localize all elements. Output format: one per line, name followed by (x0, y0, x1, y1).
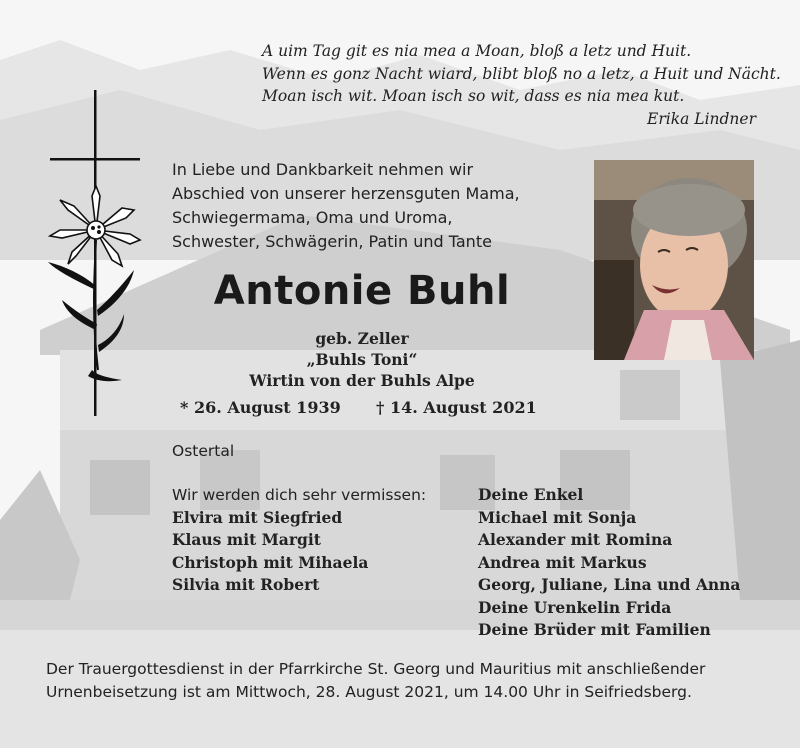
poem-line: A uim Tag git es nia mea a Moan, bloß a letz und Huit. (262, 42, 692, 60)
mourner-name: Michael mit Sonja (478, 507, 637, 527)
occupation: Wirtin von der Buhls Alpe (249, 371, 475, 390)
intro-line: Schwester, Schwägerin, Patin und Tante (172, 232, 492, 251)
poem-line: Moan isch wit. Moan isch so wit, dass es nia mea kut. (262, 87, 685, 105)
cross-edelweiss-icon (44, 90, 154, 420)
mourner-name: Christoph mit Mihaela (172, 552, 369, 572)
mourner-name: Alexander mit Romina (478, 530, 673, 549)
death-date: † 14. August 2021 (376, 398, 537, 417)
mourner-name: Georg, Juliane, Lina und Anna (478, 575, 741, 594)
mourners-right (478, 484, 740, 642)
mourners-intro: Wir werden dich sehr vermissen: (172, 486, 427, 504)
nickname: „Buhls Toni“ (306, 350, 418, 369)
birth-date: * 26. August 1939 (180, 398, 341, 417)
intro-line: Schwiegermama, Oma und Uroma, (172, 208, 453, 227)
mourner-name: Silvia mit Robert (172, 575, 320, 594)
intro-line: Abschied von unserer herzensguten Mama, (172, 184, 520, 203)
service-info (46, 658, 766, 703)
poem-line: Wenn es gonz Nacht wiard, blibt bloß no a letz, a Huit und Nächt. (262, 64, 781, 83)
mourner-name: Klaus mit Margit (172, 530, 321, 549)
deceased-name: Antonie Buhl (213, 268, 511, 314)
intro-line: In Liebe und Dankbarkeit nehmen wir (172, 160, 474, 179)
poem (262, 40, 781, 130)
mourner-name: Elvira mit Siegfried (172, 507, 343, 527)
intro-text (172, 158, 592, 254)
mourner-name: Deine Urenkelin Frida (478, 597, 672, 617)
mourners-left (172, 484, 426, 597)
portrait-photo (594, 160, 754, 360)
service-line: Urnenbeisetzung ist am Mittwoch, 28. August 2021, um 14.00 Uhr in Seifriedsberg. (46, 682, 692, 701)
deceased-details (172, 328, 552, 391)
maiden-name: geb. Zeller (315, 329, 409, 348)
service-line: Der Trauergottesdienst in der Pfarrkirche St. Georg und Mauritius mit anschließender (46, 660, 706, 678)
mourner-name: Andrea mit Markus (478, 552, 647, 572)
place: Ostertal (172, 442, 235, 460)
mourner-group: Deine Brüder mit Familien (478, 620, 711, 639)
mourner-group: Deine Enkel (478, 485, 584, 504)
poem-author: Erika Lindner (647, 109, 756, 128)
